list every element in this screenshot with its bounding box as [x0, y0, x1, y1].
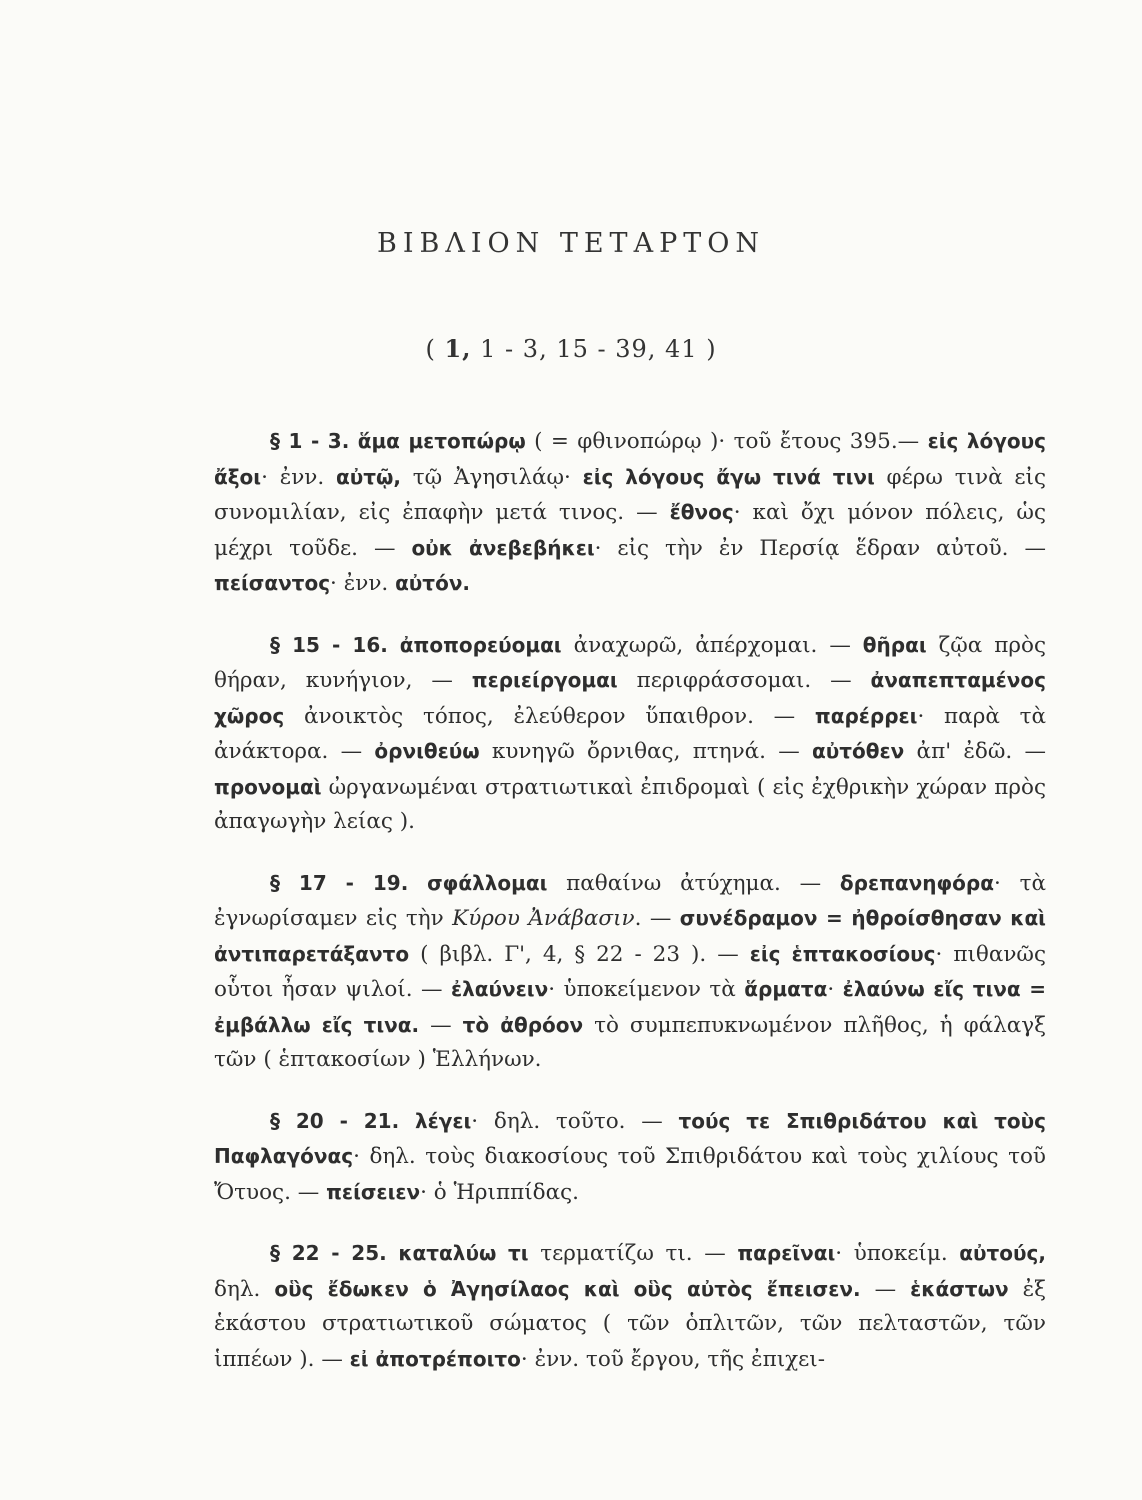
- gloss-text: ( = φθινοπώρῳ )· τοῦ ἔτους 395.—: [525, 429, 928, 454]
- gloss-text: · ὁ Ἡριππίδας.: [420, 1179, 580, 1205]
- gloss-text: · ἐνν. τοῦ ἔργου, τῆς ἐπιχει-: [520, 1346, 825, 1372]
- page-title: ΒΙΒΛΙΟΝ ΤΕΤΑΡΤΟΝ: [376, 228, 766, 259]
- gloss-text: —: [419, 1012, 463, 1038]
- chapter-range-bold: 1,: [444, 334, 472, 363]
- lemma-term: αὐτῷ,: [336, 464, 401, 489]
- lemma-term: οὐκ ἀνεβεβήκει: [411, 535, 595, 560]
- lemma-term: ἅρματα: [744, 977, 828, 1001]
- lemma-term: πείσειεν: [326, 1179, 421, 1204]
- lemma-term: αὐτόν.: [395, 571, 471, 595]
- section-number: § 1 - 3.: [270, 429, 350, 453]
- lemma-term: ἀποπορεύομαι: [399, 632, 562, 657]
- lemma-term: ἅμα μετοπώρῳ: [357, 429, 526, 453]
- gloss-text: περιφράσσομαι. —: [617, 668, 871, 693]
- lemma-term: εἰς λόγους ἄξοι: [214, 429, 1046, 489]
- gloss-text: ἀπ' ἐδῶ. —: [904, 739, 1046, 764]
- gloss-text: · παρὰ τὰ ἀνάκτορα. —: [214, 703, 1046, 764]
- lemma-term: δρεπανηφόρα: [839, 870, 994, 895]
- italic-reference: Κύρου Ἀνάβασιν: [452, 906, 635, 931]
- gloss-text: ( βιβλ. Γ', 4, § 22 - 23 ). —: [409, 941, 750, 967]
- lemma-term: περιείργομαι: [471, 668, 618, 692]
- gloss-text: · πιθανῶς οὗτοι ἦσαν ψιλοί. —: [214, 941, 1047, 1002]
- gloss-text: · δηλ. τοὺς διακοσίους τοῦ Σπιθριδάτου καὶ τοὺς χιλίους τοῦ Ὄτυος. —: [214, 1144, 1046, 1205]
- commentary-paragraph-1: [214, 424, 1046, 602]
- gloss-text: δηλ.: [214, 1276, 275, 1302]
- commentary-paragraph-5: [214, 1236, 1046, 1377]
- section-number: § 20 - 21.: [270, 1108, 400, 1133]
- lemma-term: τὸ ἀθρόον: [462, 1012, 584, 1037]
- lemma-term: σφάλλομαι: [427, 870, 548, 895]
- commentary-paragraph-3: [214, 866, 1046, 1078]
- gloss-text: . —: [634, 906, 680, 931]
- lemma-term: ἐλαύνω εἴς τινα = ἐμβάλλω εἴς τινα.: [214, 977, 1047, 1037]
- lemma-term: εἰ ἀποτρέποιτο: [349, 1346, 521, 1371]
- gloss-text: ζῷα πρὸς θήραν, κυνήγιον, —: [214, 632, 1046, 693]
- gloss-text: τερματίζω τι. —: [528, 1241, 738, 1266]
- commentary-paragraph-2: [214, 628, 1046, 840]
- gloss-text: φέρω τινὰ εἰς συνομιλίαν, εἰς ἐπαφὴν μετά τινος. —: [214, 464, 1046, 525]
- chapter-range-rest: 1 - 3, 15 - 39, 41 ): [480, 335, 717, 363]
- commentary-body: [214, 424, 1046, 1403]
- gloss-text: · εἰς τὴν ἐν Περσίᾳ ἕδραν αὐτοῦ. —: [594, 535, 1046, 561]
- lemma-term: λέγει: [414, 1108, 472, 1133]
- section-number: § 17 - 19.: [270, 870, 409, 895]
- gloss-text: · ὑποκείμ.: [835, 1241, 960, 1266]
- chapter-range-open: (: [425, 335, 436, 363]
- gloss-text: παθαίνω ἀτύχημα. —: [547, 870, 840, 896]
- gloss-text: · ἐνν.: [261, 464, 336, 490]
- lemma-term: συνέδραμον = ἠθροίσθησαν καὶ ἀντιπαρετάξαντο: [214, 906, 1046, 966]
- lemma-term: θῆραι: [862, 632, 927, 657]
- gloss-text: · ἐνν.: [330, 571, 396, 596]
- lemma-term: ἑκάστων: [910, 1276, 1009, 1301]
- section-number: § 22 - 25.: [270, 1241, 387, 1265]
- lemma-term: τούς τε Σπιθριδάτου καὶ τοὺς Παφλαγόνας: [214, 1108, 1046, 1168]
- lemma-term: ἔθνος: [669, 500, 734, 524]
- gloss-text: ἀναχωρῶ, ἀπέρχομαι. —: [561, 632, 863, 658]
- section-number: § 15 - 16.: [270, 632, 388, 657]
- gloss-text: ὠργανωμέναι στρατιωτικαὶ ἐπιδρομαὶ ( εἰς ἐχθρικὴν χώραν πρὸς ἀπαγωγὴν λείας ).: [214, 774, 1046, 834]
- lemma-term: ἀναπεπταμένος χῶρος: [214, 668, 1046, 728]
- lemma-term: αὐτούς,: [959, 1241, 1046, 1265]
- gloss-text: · τὰ ἐγνωρίσαμεν εἰς τὴν: [214, 870, 1046, 931]
- lemma-term: παρέρρει: [814, 703, 918, 728]
- gloss-text: τὸ συμπεπυκνωμένον πλῆθος, ἡ φάλαγξ τῶν ( ἑπτακοσίων ) Ἑλλήνων.: [214, 1012, 1046, 1072]
- lemma-term: ὀρνιθεύω: [374, 739, 480, 763]
- lemma-term: οὓς ἔδωκεν ὁ Ἀγησίλαος καὶ οὓς αὐτὸς ἔπεισεν.: [274, 1276, 861, 1301]
- gloss-text: ἀνοικτὸς τόπος, ἐλεύθερον ὕπαιθρον. —: [284, 703, 815, 729]
- gloss-text: κυνηγῶ ὄρνιθας, πτηνά. —: [479, 739, 813, 764]
- gloss-text: τῷ Ἀγησιλάῳ·: [401, 464, 583, 490]
- lemma-term: ἐλαύνειν: [451, 977, 549, 1001]
- lemma-term: καταλύω τι: [398, 1241, 529, 1265]
- lemma-term: προνομαὶ: [214, 774, 322, 799]
- gloss-text: ἐξ ἑκάστου στρατιωτικοῦ σώματος ( τῶν ὁπλιτῶν, τῶν πελταστῶν, τῶν ἱππέων ). —: [214, 1276, 1046, 1372]
- commentary-paragraph-4: [214, 1104, 1046, 1211]
- lemma-term: εἰς ἑπτακοσίους: [749, 941, 936, 966]
- gloss-text: · ὑποκείμενον τὰ: [548, 977, 745, 1002]
- chapter-range: [0, 334, 1142, 363]
- gloss-text: ·: [827, 977, 843, 1002]
- gloss-text: · δηλ. τοῦτο. —: [471, 1108, 679, 1134]
- lemma-term: παρεῖναι: [737, 1241, 836, 1265]
- gloss-text: —: [860, 1276, 911, 1302]
- gloss-text: · καὶ ὄχι μόνον πόλεις, ὡς μέχρι τοῦδε. —: [214, 500, 1046, 561]
- lemma-term: πείσαντος: [214, 571, 331, 595]
- lemma-term: εἰς λόγους ἄγω τινά τινι: [582, 464, 875, 489]
- lemma-term: αὐτόθεν: [812, 739, 905, 763]
